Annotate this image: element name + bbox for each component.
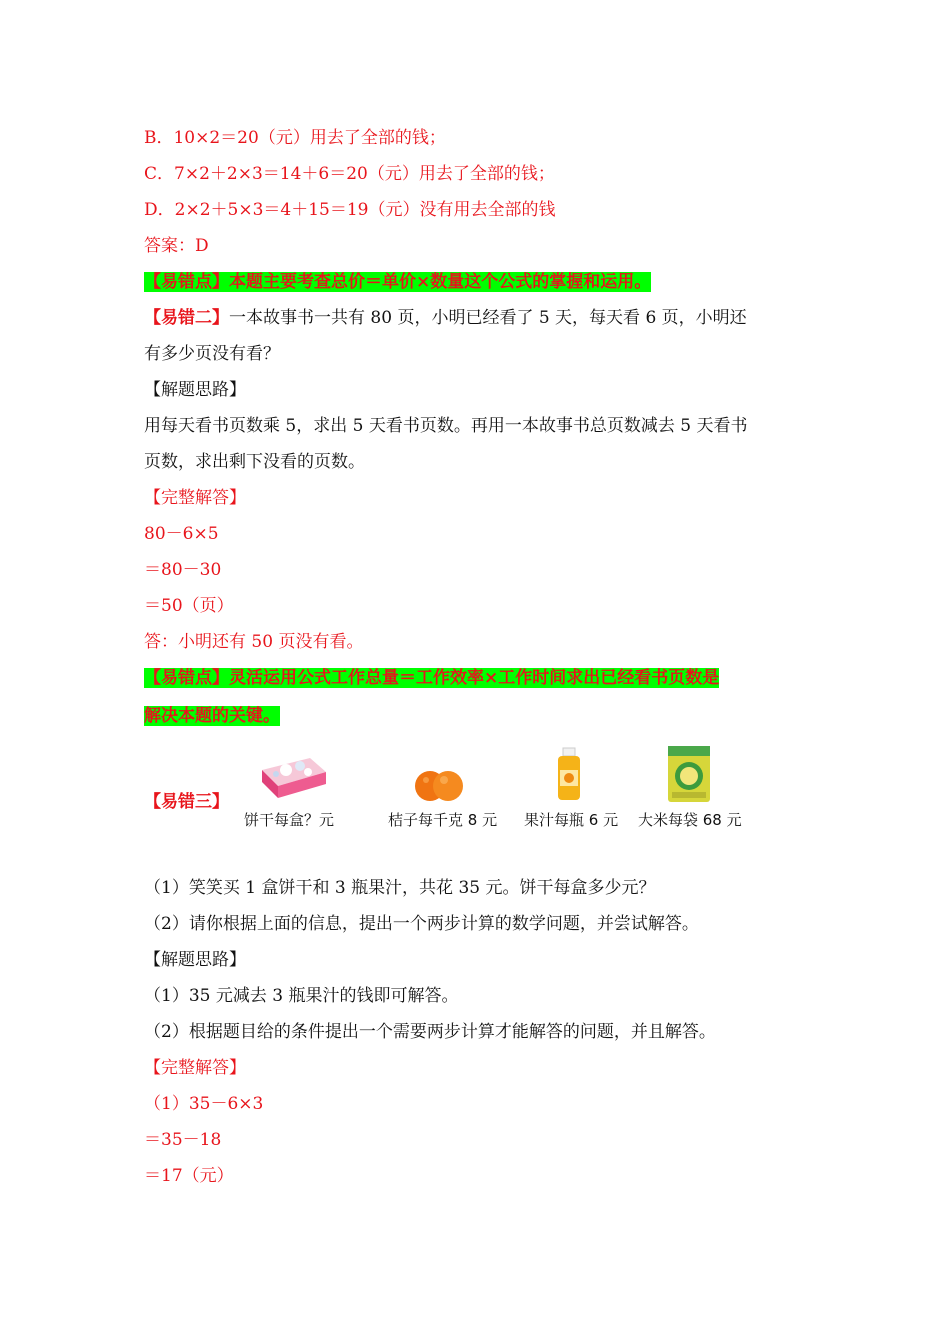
idea-2a: （1）35 元减去 3 瓶果汁的钱即可解答。 [144,986,459,1006]
tip-2a [144,665,719,691]
solution-1d: 答：小明还有 50 页没有看。 [144,632,364,652]
question-2-text: 一本故事书一共有 80 页，小明已经看了 5 天，每天看 6 页，小明还 [229,308,747,328]
rice-caption: 大米每袋 68 元 [638,811,742,829]
solution-title-2: 【完整解答】 [144,1058,246,1078]
solution-title-1: 【完整解答】 [144,488,246,508]
tip-2b-text: 解决本题的关键。 [144,706,280,726]
solution-2c: ＝17（元） [144,1166,234,1186]
tip-2b [144,703,280,729]
orange-caption: 桔子每千克 8 元 [388,811,498,829]
idea-title-1: 【解题思路】 [144,380,246,400]
tip-1-text: 【易错点】本题主要考查总价＝单价×数量这个公式的掌握和运用。 [144,272,652,292]
juice-bottle-image [554,746,584,802]
biscuit-caption: 饼干每盒？元 [244,811,335,829]
question-3-part-2: （2）请你根据上面的信息，提出一个两步计算的数学问题，并尝试解答。 [144,914,699,934]
tip-1 [144,269,651,295]
juice-caption: 果汁每瓶 6 元 [524,811,619,829]
question-2 [144,305,747,331]
question-2-cont: 有多少页没有看？ [144,344,280,364]
solution-2a: （1）35－6×3 [144,1094,264,1114]
solution-1a: 80－6×5 [144,524,219,544]
idea-1b: 页数，求出剩下没看的页数。 [144,452,365,472]
rice-bag-image [664,742,714,804]
option-d: D．2×2＋5×3＝4＋15＝19（元）没有用去全部的钱 [144,200,556,220]
question-3-part-1: （1）笑笑买 1 盒饼干和 3 瓶果汁，共花 35 元。饼干每盒多少元？ [144,878,656,898]
biscuit-box-image [256,752,330,800]
orange-image [412,766,468,804]
idea-1a: 用每天看书页数乘 5，求出 5 天看书页数。再用一本故事书总页数减去 5 天看书 [144,416,748,436]
question-2-tag: 【易错二】 [144,308,229,328]
answer-line: 答案：D [144,236,209,256]
tip-2a-text: 【易错点】灵活运用公式工作总量＝工作效率×工作时间求出已经看书页数是 [144,668,720,688]
solution-1c: ＝50（页） [144,596,234,616]
solution-1b: ＝80－30 [144,560,222,580]
idea-title-2: 【解题思路】 [144,950,246,970]
idea-2b: （2）根据题目给的条件提出一个需要两步计算才能解答的问题，并且解答。 [144,1022,716,1042]
option-b: B．10×2＝20（元）用去了全部的钱； [144,128,446,148]
option-c: C．7×2＋2×3＝14＋6＝20（元）用去了全部的钱； [144,164,555,184]
solution-2b: ＝35－18 [144,1130,222,1150]
question-3-tag: 【易错三】 [144,792,229,812]
